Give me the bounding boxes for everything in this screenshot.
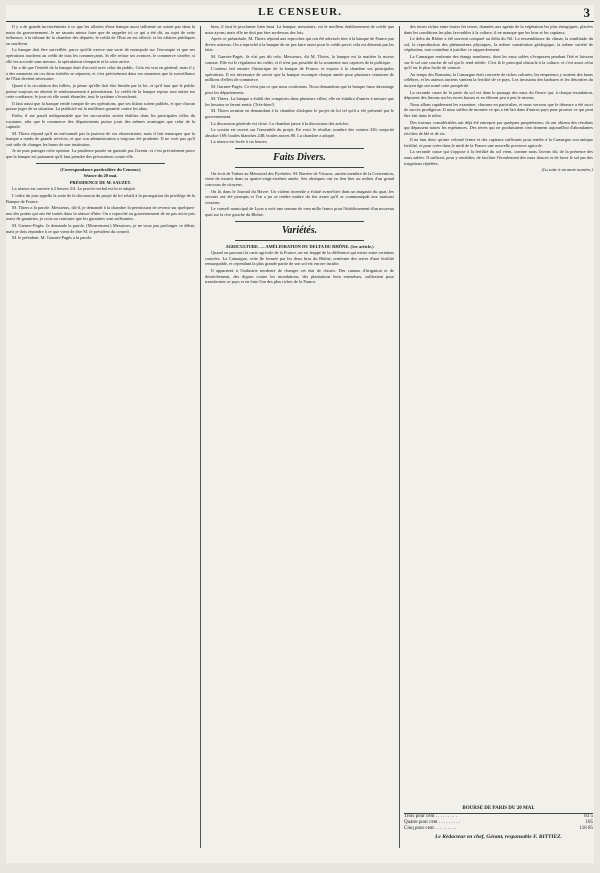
separator: [36, 163, 165, 164]
section-subheading: AGRICULTURE. — AMÉLIORATION DU DELTA DU RHÔNE. (1er article.): [225, 243, 374, 249]
masthead: [6, 5, 594, 22]
paragraph: Je ne puis partager cette opinion. La prudence passée ne garantit pas l'avenir, et c'est précisément parce que la banque est puissante qu'il faut prendre des précautions contre elle.: [6, 148, 195, 160]
paragraph: La séance est ouverte à 2 heures 3/4. Le procès-verbal est lu et adopté.: [12, 186, 136, 192]
paragraph: Le scrutin est ouvert sur l'ensemble du projet. En voici le résultat: nombre des votants 336; majorité absolue 169; boules blanches 248; boules noires 88. La chambre a adopté.: [205, 127, 394, 138]
paragraph: M. Garnier-Pagès. Je n'ai pas dit cela. Messieurs, dit M. Thiers, la banque est la matière la mieux connue. Elle est le régulateur du crédit, et il n'est pas possible de la soumettre aux caprices de la politique.: [205, 53, 394, 65]
paragraph: bien, il faut le proclamer bien haut. La banque, messieurs, est le meilleur établissement de crédit que nous ayons; mais elle ne doit pas être au-dessus des lois.: [205, 24, 394, 35]
paragraph: M. le président. M. Garnier-Pagès a la parole.: [12, 235, 93, 241]
stock-exchange-box: [404, 805, 593, 840]
column-2: [205, 24, 394, 850]
paragraph: La seconde cause qui s'oppose à la fertilité du sol vient, comme nous l'avons dit, de la présence des eaux salées. Il suffirait, pour y remédier, de faciliter l'écoulement des eaux douces et de laver le sol par des irrigations répétées.: [404, 149, 593, 166]
stock-label: Quatre pour cent . . . . . . . . .: [404, 820, 461, 825]
paragraph: Il appartient à l'industrie moderne de changer cet état de choses. Des canaux d'irrigation et de dessèchement, des digues contre les inondations, des plantations bien entendues, suffiraient pour transformer ce pays et en faire l'un des plus riches de la France.: [205, 268, 394, 285]
paragraph: M. Thiers. La banque a établi des comptoirs dans plusieurs villes; elle en établira d'autres à mesure que les besoins se feront sentir. (Très-bien!): [205, 96, 394, 107]
continuation-note: (La suite à un autre numéro.): [541, 167, 593, 173]
newspaper-page: [6, 5, 594, 863]
paragraph: Nous allons rapidement les examiner, chacune en particulier, et nous verrons que le désastre a été suivi de succès prodigieux. Il nous suffira de montrer ce qui a été fait dans d'autres pays pour prouver ce qui peut être fait dans le nôtre.: [404, 101, 593, 118]
paragraph: On a dit que l'intérêt de la banque était d'accord avec celui du public. Cela est vrai en général; mais il y a des moments où ces deux intérêts se séparent, et c'est précisément dans ces moments que la surveillance de l'Etat devient nécessaire.: [6, 65, 195, 82]
stock-table: [404, 805, 593, 832]
section-subheading: PRÉSIDENCE DE M. SAUZET.: [69, 179, 132, 185]
paragraph: On lit dans le Journal du Havre: Un violent incendie a éclaté avant-hier dans un magasin du quai; les secours ont été prompts et l'on a pu se rendre maître du feu avant qu'il se communiquât aux maisons voisines.: [205, 188, 394, 205]
paragraph: L'orateur fait ensuite l'historique de la banque de France, et expose à la chambre ses principales opérations. Il est nécessaire de savoir que la banque escompte chaque année pour plusieurs centaines de millions d'effets de commerce.: [205, 66, 394, 83]
paragraph: Enfin, il me paraît indispensable que les succursales soient établies dans les principales villes du royaume, afin que le commerce des départements puisse jouir des mêmes avantages que celui de la capitale.: [6, 112, 195, 130]
table-row: [404, 826, 593, 832]
separator: [235, 167, 364, 168]
paragraph: La seconde cause de la perte du sol est dans le passage des eaux du fleuve qui, à chaque inondation, déposent des limons sur les terres basses et en élèvent peu à peu le niveau.: [404, 89, 593, 101]
separator: [235, 148, 364, 149]
paragraph: des terres riches entre toutes les terres, données aux agents de la végétation les plus énergiques, placées dans les conditions les plus favorables à la culture, il ne manque que les bras et les capitaux.: [404, 24, 593, 35]
paragraph: M. Garnier-Pagès. Je demande la parole. (Mouvement.) Messieurs, je ne veux pas prolonger ce débat; mais je dois répondre à ce que vient de dire M. le président du conseil.: [6, 223, 195, 234]
stock-table-title: BOURSE DE PARIS DU 20 MAI.: [404, 805, 593, 814]
paragraph: La banque doit être surveillée, parce qu'elle exerce une sorte de monopole sur l'escompte et que ses opérations touchent au crédit de tous les commerçants. Si elle refuse ses avances, le commerce s'arrête; si elle les accorde sans mesure, la spéculation s'emporte et la crise arrive.: [6, 47, 195, 64]
column-divider: [399, 26, 400, 848]
paragraph: Quant à la circulation des billets, je pense qu'elle doit être limitée par la loi, et qu'il faut que le public puisse toujours en obtenir le remboursement à présentation. Le crédit de la banque repose tout entier sur cette confiance; le jour où elle serait ébranlée, tout le système s'écroulerait.: [6, 82, 195, 100]
section-subheading: Séance du 20 mai.: [83, 173, 118, 179]
paragraph: M. Thiers a la parole. Messieurs, dit-il, je demande à la chambre la permission de revenir sur quelques-uns des points qui ont été traités dans la séance d'hier. On a reproché au gouvernement de ne pas avoir pris assez de garanties; je crois au contraire que les garanties sont suffisantes.: [6, 205, 195, 222]
stock-value: 118 85: [579, 826, 593, 831]
separator: [235, 240, 364, 241]
column-divider: [200, 26, 201, 848]
column-3: [404, 24, 593, 850]
column-1: [6, 24, 195, 850]
paragraph: On écrit de Tarbes au Mémorial des Pyrénées: M. Barrère de Vieuzac, ancien membre de la Convention, vient de mourir dans sa quatre-vingt-sixième année. Ses obsèques ont eu lieu hier au milieu d'un grand concours de citoyens.: [205, 170, 394, 188]
section-heading: Variétés.: [281, 224, 318, 236]
section-heading: (Correspondance particulière du Censeur.): [60, 166, 141, 172]
paragraph: Quand on parcourt la carte agricole de la France, on est frappé de la différence qui existe entre certaines contrées. La Camargue, cette île formée par les deux bras du Rhône, renferme des terres d'une fertilité remarquable, et cependant la plus grande partie de son sol est encore inculte.: [205, 250, 394, 267]
paragraph: Des travaux considérables ont déjà été entrepris par quelques propriétaires; ils ont obtenu des résultats qui dépassent toutes les espérances. Des terres qui ne produisaient rien donnent aujourd'hui d'abondantes récoltes de blé et de riz.: [404, 119, 593, 136]
stock-label: Cinq pour cent . . . . . . . . .: [404, 826, 457, 831]
section-heading: Faits Divers.: [273, 151, 326, 163]
page-number: 3: [583, 5, 590, 20]
paragraph: L'ordre du jour appelle la suite de la discussion du projet de loi relatif à la prorogation du privilége de la Banque de France.: [6, 193, 195, 204]
paragraph: M. Garnier-Pagès. Ce n'est pas ce que nous contestons. Nous demandons que la banque fasse davantage pour les départements.: [205, 83, 394, 95]
separator: [235, 221, 364, 222]
paragraph: Le conseil municipal de Lyon a voté une somme de cent mille francs pour l'établissement d'un nouveau quai sur la rive gauche du Rhône.: [205, 206, 394, 218]
paragraph: La discussion générale est close. La chambre passe à la discussion des articles.: [211, 120, 350, 126]
columns: [6, 24, 594, 850]
paragraph: M. Thiers termine en demandant à la chambre d'adopter le projet de loi tel qu'il a été présenté par le gouvernement.: [205, 108, 394, 119]
paragraph: La Camargue renferme des étangs nombreux, dont les eaux salées s'évaporent pendant l'été et laissent sur le sol une couche de sel qui le rend stérile. C'est là le principal obstacle à la culture, et c'est aussi celui qu'il est le plus facile de vaincre.: [404, 53, 593, 71]
paragraph: M. Thiers répond qu'il ne méconnaît pas la justesse de ces observations; mais il fait remarquer que la banque a rendu de grands services, et que son administration a toujours été prudente. Il ne croit pas qu'il soit utile de changer les bases de son institution.: [6, 130, 195, 147]
newspaper-title: LE CENSEUR.: [258, 6, 342, 18]
editor-credit: Le Rédacteur en chef, Gérant, responsable F. RITTIEZ.: [435, 834, 562, 840]
paragraph: Il faut aussi que la banque rende compte de ses opérations, que ses bilans soient publiés, et que chacun puisse juger de sa situation. La publicité est la meilleure garantie contre les abus.: [6, 100, 195, 112]
paragraph: Le delta du Rhône a été souvent comparé au delta du Nil. La ressemblance du climat, la similitude du sol, la reproduction des phénomènes physiques, la même constitution géologique, la même variété de végétation, tout contribue à justifier ce rapprochement.: [404, 36, 593, 53]
stock-value: 83 5: [584, 814, 593, 819]
paragraph: Après ce préambule, M. Thiers répond aux reproches qui ont été adressés hier à la banque de France par divers orateurs. On a reproché à la banque de ne pas faire assez pour le crédit privé; cela est démenti par les faits.: [205, 36, 394, 53]
paragraph: Il ne faut donc qu'une volonté ferme et des capitaux suffisants pour rendre à la Camargue son antique fertilité, et pour créer dans le midi de la France une nouvelle province agricole.: [404, 137, 593, 148]
paragraph: Au temps des Romains, la Camargue était couverte de riches cultures; les empereurs y avaient des haras célèbres, et les auteurs anciens vantent la fertilité de ce pays. Les invasions des barbares et les désordres du moyen âge ont ruiné cette prospérité.: [404, 71, 593, 88]
stock-value: 105: [585, 820, 593, 825]
paragraph: Il y a de grands inconvénients à ce que les affaires d'une banque aussi influente ne soient pas dans la main du gouvernement. Je ne saurais mieux faire que de rappeler ici ce qui a été dit, au sujet de cette influence, à la tribune de la chambre des députés; le crédit de l'Etat en est affecté, et les affaires publiques en souffrent.: [6, 24, 195, 46]
paragraph: La séance est levée à six heures.: [211, 139, 268, 145]
stock-label: Trois pour cent . . . . . . . . .: [404, 814, 457, 819]
